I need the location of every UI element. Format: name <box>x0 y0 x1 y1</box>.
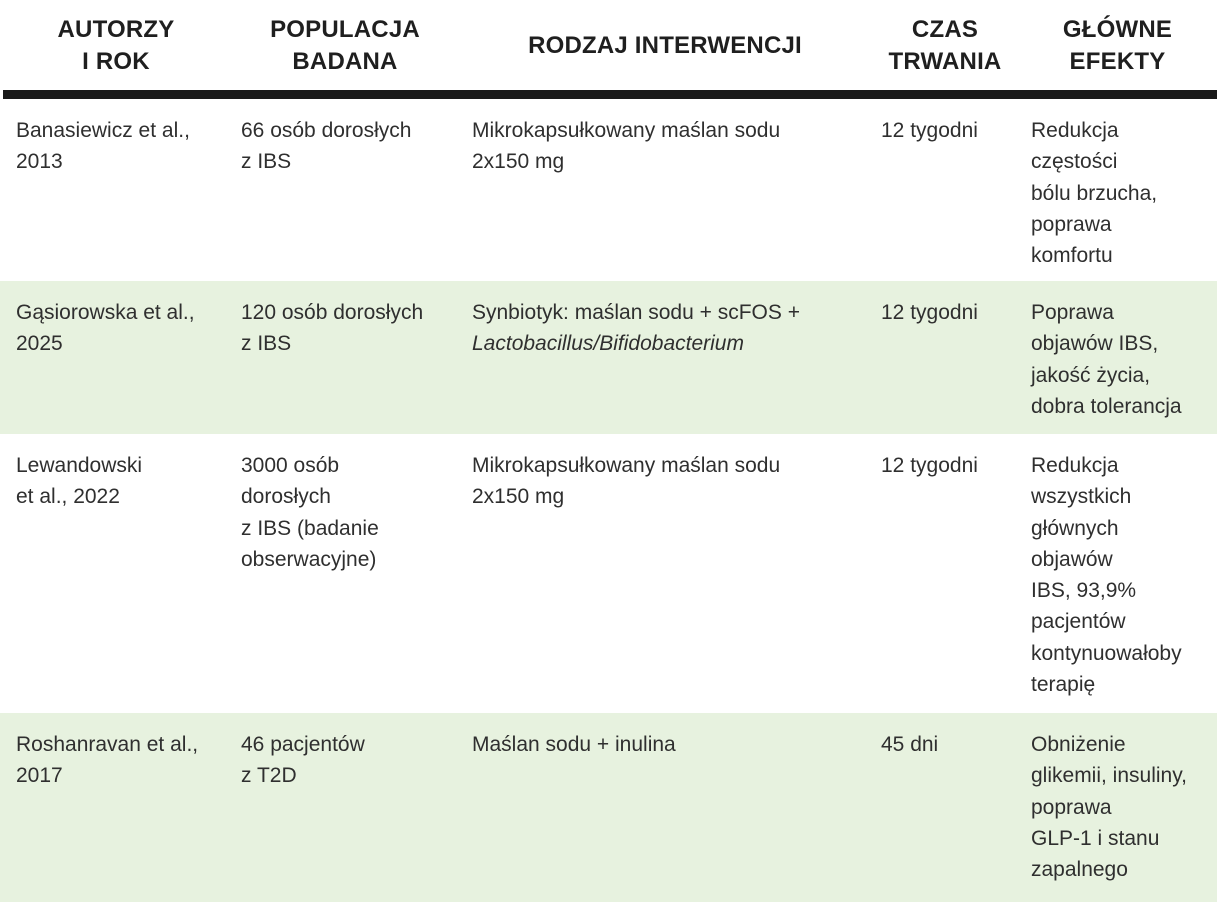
cell-duration: 45 dni <box>881 733 939 756</box>
intervention-text: Synbiotyk: maślan sodu + scFOS + <box>472 301 800 324</box>
cell-population: 66 osób dorosłych z IBS <box>241 119 412 174</box>
cell-authors: Lewandowski et al., 2022 <box>16 454 143 509</box>
cell-effects: Obniżenie glikemii, insuliny, poprawa GLP-1 i stanu zapalnego <box>1031 733 1187 882</box>
header-population: POPULACJA BADANA <box>270 16 420 75</box>
cell-effects: Poprawa objawów IBS, jakość życia, dobra tolerancja <box>1031 301 1182 418</box>
cell-duration: 12 tygodni <box>881 454 978 477</box>
header-authors: AUTORZY I ROK <box>57 16 175 75</box>
cell-authors: Banasiewicz et al., 2013 <box>16 119 190 174</box>
cell-intervention <box>472 281 867 360</box>
cell-population: 120 osób dorosłych z IBS <box>241 301 424 356</box>
cell-authors: Roshanravan et al., 2017 <box>16 733 199 788</box>
cell-authors: Gąsiorowska et al., 2025 <box>16 301 195 356</box>
table-header <box>0 0 1217 92</box>
intervention-italic-text: Lactobacillus/Bifidobacterium <box>472 332 744 356</box>
header-intervention: RODZAJ INTERWENCJI <box>528 32 802 59</box>
cell-population: 3000 osób dorosłych z IBS (badanie obserwacyjne) <box>241 454 379 571</box>
table-row <box>0 713 1217 902</box>
cell-intervention: Mikrokapsułkowany maślan sodu 2x150 mg <box>472 454 781 509</box>
cell-effects: Redukcja wszystkich głównych objawów IBS, 93,9% pacjentów kontynuowałoby terapię <box>1031 454 1182 697</box>
header-divider <box>3 90 1217 99</box>
table-row <box>0 281 1217 434</box>
header-duration: CZAS TRWANIA <box>888 16 1002 75</box>
cell-duration: 12 tygodni <box>881 119 978 142</box>
cell-intervention: Maślan sodu + inulina <box>472 733 676 756</box>
table-row <box>0 434 1217 713</box>
cell-population: 46 pacjentów z T2D <box>241 733 365 788</box>
cell-intervention: Mikrokapsułkowany maślan sodu 2x150 mg <box>472 119 781 174</box>
cell-duration: 12 tygodni <box>881 301 978 324</box>
table-row <box>0 99 1217 281</box>
cell-effects: Redukcja częstości bólu brzucha, poprawa komfortu <box>1031 119 1158 268</box>
header-effects: GŁÓWNE EFEKTY <box>1062 16 1173 75</box>
